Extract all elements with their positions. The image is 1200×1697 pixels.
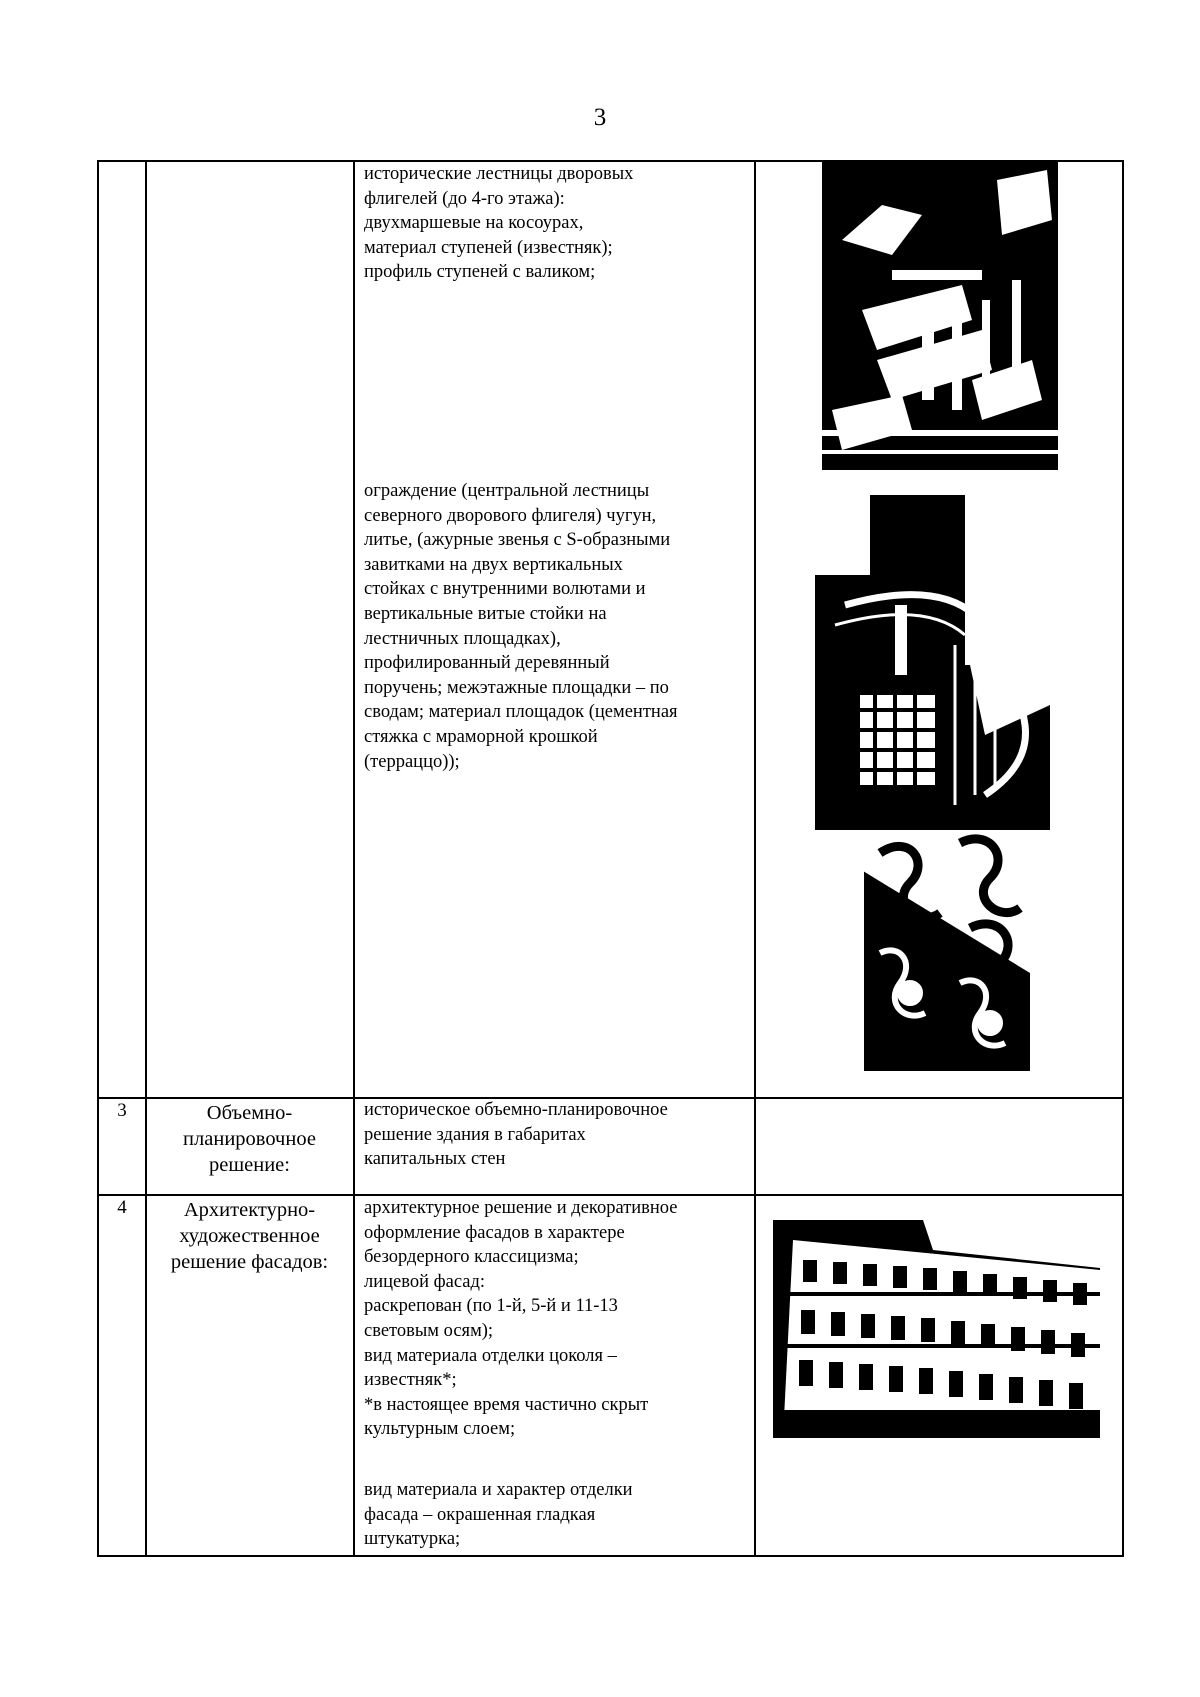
column-divider bbox=[145, 160, 147, 1557]
description-block: историческое объемно-планировочное решение здания в габаритах капитальных стен bbox=[364, 1100, 668, 1170]
row-number: 3 bbox=[117, 1100, 127, 1121]
description-block: вид материала и характер отделки фасада – окрашенная гладкая штукатурка; bbox=[364, 1480, 633, 1550]
railing-detail-photo bbox=[850, 833, 1030, 1071]
column-divider bbox=[97, 160, 99, 1557]
section-name: Архитектурно- художественное решение фасадов: bbox=[170, 1199, 329, 1273]
column-divider bbox=[353, 160, 355, 1557]
description-block: архитектурное решение и декоративное оформление фасадов в характере безордерного классицизма; лицевой фасад: раскрепован (по 1-й, 5-й и 11-13 световым осям); вид материала отделки цоколя – известняк*; *в настоящее время частично скрыт культурным слоем; bbox=[364, 1198, 678, 1440]
description-block: исторические лестницы дворовых флигелей (до 4-го этажа): двухмаршевые на косоурах, материал ступеней (известняк); профиль ступеней с валиком; bbox=[364, 164, 634, 283]
row-number: 4 bbox=[117, 1197, 127, 1218]
page-number: 3 bbox=[593, 104, 607, 131]
staircase-railing-photo bbox=[815, 495, 1050, 830]
facade-photo bbox=[773, 1220, 1100, 1438]
table-border-bottom bbox=[97, 1555, 1124, 1557]
section-name: Объемно- планировочное решение: bbox=[183, 1102, 316, 1176]
staircase-photo bbox=[822, 160, 1058, 470]
column-divider bbox=[1122, 160, 1124, 1557]
column-divider bbox=[754, 160, 756, 1557]
description-block: ограждение (центральной лестницы северного дворового флигеля) чугун, литье, (ажурные звенья с S-образными завитками на двух вертикальных стойках с внутренними волютами и вертикальные витые стойки на лестничных площадках), профилированный деревянный поручень; межэтажные площадки – по сводам; материал площадок (цементная стяжка с мраморной крошкой (терраццо)); bbox=[364, 481, 678, 772]
